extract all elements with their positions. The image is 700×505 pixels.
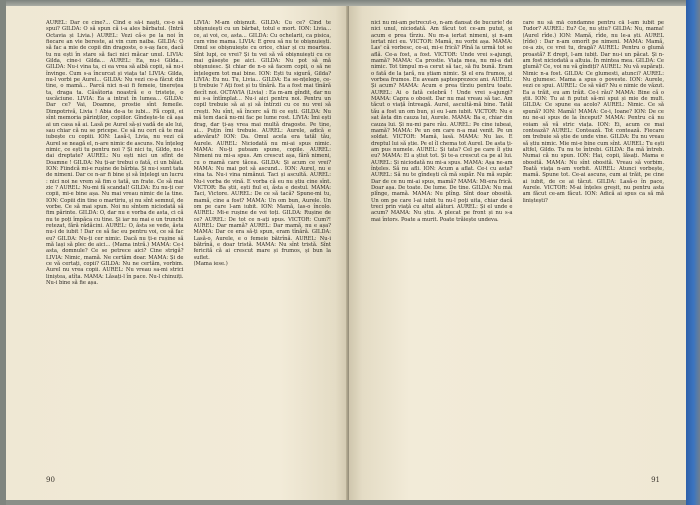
- right-page-column-2-text: care nu să mă condamne pentru că l-am iubit pe Tudor? AUREL: Eu? Ce, nu știu? GILDA: Nu, mama! (Aurel rîde.) ION: Mamă, rîde, nu le-a ști. AUREL (rîde) : Dar n-am omorît pe nimeni. MAMA: Mamă, ce-a zis, ce vrei tu, dragă? AUREL: Pentru o glumă proastă? E drept, l-am iubit. Dar nu-i un păcat. Și n-am fost niciodată a altuia. În mintea mea. GILDA: Ce glumă? Ce, voi nu vă gîndiți? AUREL: Nu vă supărați. Nimic n-a fost. GILDA: Ce glumesti, atunci? AUREL: Nu glumesc. Mama a spus o poveste. ION: Aurele, vezi ce spui. AUREL: Ce să văd? Nu e nimic de văzut. Ea a trăit, eu am trăit. Ce-i rău? MAMA: Bine că o știi. ION: Tu ai fi putut să-mi spui și mie de mult. GILDA: Ce spune ea acolo? AUREL: Nimic. Ce să spună? ION: Mamă! MAMA: Ce-i, Ioane? ION: De ce nu ne-ai spus de la început? MAMA: Pentru că nu voiam să vă stric viața. ION: Ei, acum ce mai contează? AUREL: Contează. Tot contează. Fiecare om trebuie să știe de unde vine. GILDA: Eu nu vreau să știu nimic. Mie mi-e bine cum sînt. AUREL: Tu ești altfel, Gildo. Tu nu te întrebi. GILDA: Ba mă întreb. Numai că nu spun. ION: Hai, copii, lăsați. Mama e obosită. MAMA: Nu sînt obosită. Vreau să vorbim. Toată viața n-am vorbit. AUREL: Atunci vorbește, mamă. Spune tot. Ce-ai ascuns, cum ai trăit, pe cine ai iubit, de ce ai tăcut. GILDA: Lasă-o în pace, Aurele. VICTOR: M-ai înțeles greșit, nu pentru asta am făcut ce-am făcut. ION: Adică ai spus ca să mă liniștești?: [522, 20, 664, 204]
- left-page-column-1: [46, 20, 184, 440]
- stage-direction: (Mama iese.): [193, 261, 228, 268]
- cover-right-edge: [686, 0, 700, 505]
- left-page: [6, 6, 349, 500]
- right-page-column-1: [371, 20, 513, 440]
- right-page-number: 91: [651, 476, 660, 484]
- right-page: [349, 6, 686, 500]
- left-page-column-1-text: AUREL: Dar ce cine?... Cînd e să-i naști, ce-o să spui? GILDA: O să spun că i-a ales bărbatul. (Intră Octavia și Livia.) AUREL: Vezi că-s pe la noi în fiecare an vie bereste, ai vin cum naiba. GILDA: O să fac a mie de copii din dragoste, o s-aș face, dacă tu nu ești în stare să faci nici măcar unul. LIVIA: Gilda, cine-i Gilda... AUREL: Ea, nu-i Gilda... GILDA: Nu-i vina ta, ci ea vrea să aibă copii, să nu-i învinge. Cum s-a încurcat și viața ta! LIVIA: Gilda, nu-l vorbi pe Aurel... GILDA: Nu vezi ce-a făcut din tine, o mamă... Parcă nici n-ai fi femeie, tinerețea ta, draga ta. Căsătoria noastră e o tristețe, o uscăciune. LIVIA: Ea a intrat în lumea... GILDA: Dar ce? Vai, Doamne, prostie sînt femeile. Dimpotrivă, Livia ! Abia de-a te iubi... Fă copii, ei sînt memoria părinților, copiilor. Gîndește-te că așa ai un casa să ai. Lasă pe Aurel să-și vadă de ale lui, sau chiar că nu se pricepe. Ce să nu ceri că te mai iubește cu copiii. ION: Lasă-l, Livia, nu vezi că Aurel se neagă el, n-are nimic de ascuns. Nu înțeleg nimic, ce ești tu pentru noi ? Și nici tu, Gildo, nu-i dai dreptate? AUREL: Nu ești nici un sfînt de Doamne ! GILDA: Nu ți-ar trebui o fată, ci un băiat. ION: Fiindcă mi-e rușine de bărbia. Și nu-i sunt tata de nimeni. Dar ce n-ar fi bine și să înțelegi un lucru : nici noi ne vrem să fim o tată, un frate. Ce să mai zic ? AUREL: Nu-mi fă scandal! GILDA: Eu nu-ți cer copii, mi-e bine așa. Nu mai vreau nimic de la tine. ION: Copiii din tine o martiriu, și nu sînt semnul, de vorbe. Ce să mai spun. Noi nu sîntem niciodată să fim părinte. GILDA: O, dar nu e vorba de asta, ci că nu te poți împăca cu tine. Și iar nu mai e un trunchi retezat, fără rădăcini. AUREL: O, ăsta se vede, ăsta nu-i de iubit ! Dar ce să fac eu pentru voi, ce să fac eu? GILDA: Nu-ți cer nimic. Dacă nu ți-e rușine să mă lași să plec de aici... (Mama intră.) MAMA: Ce-i asta, domnule? Ce se petrece aici? Cine strigă? LIVIA: Nimic, mamă. Ne certăm doar. MAMA: Și de ce vă certați, copii? GILDA: Nu ne certăm, vorbim. Aurel nu vrea copii. AUREL: Nu vreau sa-mi strici liniștea, atîta. MAMA: Lăsați-l în pace. Nu-l chinuiți. Nu-i bine să fie așa.: [46, 20, 184, 287]
- left-page-number: 90: [46, 476, 55, 484]
- left-page-column-2-text: LIVIA: M-am obișnuit. GILDA: Cu ce? Cînd te obișnuiești cu un bărbat, totul e mort. ION: Livia... ce, ai voi, ce, asta... GILDA: Cu ochelarii, ca pisica, cum vine mama. LIVIA: E greu să nu te obișnuiești. Omul se obișnuiește cu orice, chiar și cu moartea. Sînt lupi, ce vrei? Și tu vei să vă obișnuiești cu ce mai găsește pe aici. GILDA: Nu pot să mă obișnuiesc. Și chiar de n-o să facem copii, o să ne înțelegem tot mai bine. ION: Ești tu sigură, Gilda? LIVIA: Eu nu. Tu, Livia... GILDA: Ea se-nțelege, ce-ți trebuie ? Ați fost și tu tînără. Ea a fost mai tînără decît noi. OCTAVIA (Livia) : Ea m-am gîndit, dar nu mi s-a întîmplat... Nu-i aici pentru noi. Pentru un copil trebuie să ai și să întîrzii cu ce nu vrei să crești. Nu sînt, să încerc să fii ce ești. GILDA: Nu mă tem dacă nu-mi fac pe lume rost. LIVIA: Îmi ești drag, dar ți-aș vrea mai multă dragoste. Pe tine, ai... Puțin îmi trebuie. AUREL: Aurele, adică e adevărat? ION: Da. Omul acela era tatăl tău, Aurele. AUREL: Niciodată nu mi-ai spus nimic. MAMA: Nu-ți puteam spune, copile. AUREL: Nimeni nu mi-a spus. Am crescut așa, fără nimeni, cu o mamă care tăcea. GILDA: Și acum ce vrei? MAMA: Nu mai pot să ascund... ION: Aurel, nu e vina ta. Nu-i vina nimănui. Taci și ascultă. AUREL: Nu-i vorba de vină. E vorba că eu nu știu cine sînt. VICTOR: Ba știi, ești fiul ei, ăsta e destul. MAMA: Taci, Victore. AUREL: De ce să tacă? Spune-mi tu, mamă, cine a fost? MAMA: Un om bun, Aurele. Un om pe care l-am iubit. ION: Mamă, las-o încolo. AUREL: Mi-e rușine de voi toți. GILDA: Rușine de ce? AUREL: De tot ce n-ați spus. VICTOR: Cum?! AUREL: Dar mamă? AUREL: Dar mamă, nu e așa? MAMA: Dar ce era să-ți spun, eram tînără. GILDA: Lasă-o, Aurele, e o femeie bătrînă. AUREL: Nu-i bătrînă, e doar tristă. MAMA: Nu sînt tristă. Sînt fericită că ai crescut mare și frumos, și bun la suflet.: [193, 20, 331, 261]
- right-page-column-1-text: nici nu mi-am petrecut-o, n-am dansat de bucurie! de nici unul, niciodată. Am făcut tot ce-am putut, și acum e prea tîrziu. Nu m-a iertat nimeni, și n-am iertat nici eu. VICTOR: Mamă, nu vorbi așa. MAMA: Las' că vorbesc, ce-ai, mi-e frică? Pînă la urmă tot se află. Ce-a fost, a fost. VICTOR: Unde vrei s-ajungi, mamă? MAMA: Ca prostie. Viața mea, nu mi-a dat nimic. Tot timpul m-a cerut să tac, să fiu bună. Eram o fată de la țară, nu știam nimic. Și el era frumos, și vorbea frumos. Eu aveam șaptesprezece ani. AUREL: Și acum? MAMA: Acum e prea tîrziu pentru toate. AUREL: Ai o fată celebră ! Unde vrei s-ajungi? MAMA: Capra o obosit. Dar nu mai vreau să tac. Am tăcut o viață întreagă. Aurel, ascultă-mă bine. Tatăl tău a fost un om bun, și eu l-am iubit. VICTOR: Nu e sat ăsta din cauza lui, Aurele. MAMA: Ba e, chiar din cauza lui. Și nu-mi pare rău. AUREL: Pe cine iubeai, mamă? MAMA: Pe un om care n-a mai venit. Pe un soldat. VICTOR: Mamă, lasă. MAMA: Nu las. E dreptul lui să știe. Pe el îl chema tot Aurel. De asta ți-am pus numele. AUREL: Și tata? Cel pe care îl știu eu? MAMA: El a știut tot. Și te-a crescut ca pe al lui. AUREL: Și niciodată nu mi-a spus. MAMA: Așa ne-am înțeles. Să nu afli. ION: Acum a aflat. Ce-i cu asta? AUREL: Să nu te gîndești că mă supăr. Nu mă supăr. Dar de ce nu mi-ai spus, mamă? MAMA: Mi-era frică. Doar așa. De toate. De lume. De tine. GILDA: Nu mai plînge, mamă. MAMA: Nu plîng. Sînt doar obosită. Un om pe care l-ai iubit tu nu-l poți uita, chiar dacă treci prin viață cu altul alături. AUREL: Și el unde e acum? MAMA: Nu știu. A plecat pe front și nu s-a mai întors. Poate a murit. Poate trăiește undeva.: [371, 20, 513, 223]
- right-page-column-2: [523, 20, 665, 440]
- left-page-column-2: [194, 20, 332, 440]
